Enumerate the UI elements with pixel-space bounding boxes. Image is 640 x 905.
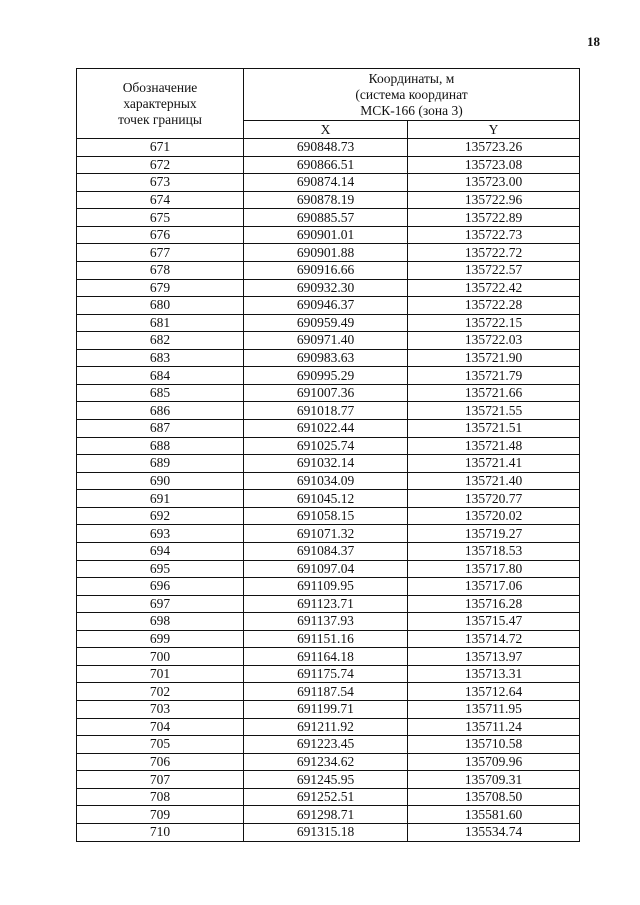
- cell-y: 135710.58: [408, 736, 580, 754]
- cell-point: 676: [77, 226, 244, 244]
- cell-point: 680: [77, 297, 244, 315]
- header-coordinates-label: Координаты, м (система координат МСК-166 (зона 3): [244, 69, 580, 121]
- cell-y: 135712.64: [408, 683, 580, 701]
- cell-x: 690995.29: [244, 367, 408, 385]
- header-y-label: Y: [408, 121, 580, 139]
- cell-x: 691199.71: [244, 701, 408, 719]
- cell-point: 706: [77, 753, 244, 771]
- table-row: [77, 613, 580, 631]
- cell-y: 135723.00: [408, 174, 580, 192]
- cell-point: 677: [77, 244, 244, 262]
- cell-y: 135721.48: [408, 437, 580, 455]
- table-header: [77, 69, 580, 139]
- cell-y: 135534.74: [408, 823, 580, 841]
- table-row: [77, 244, 580, 262]
- cell-y: 135714.72: [408, 630, 580, 648]
- cell-x: 691071.32: [244, 525, 408, 543]
- cell-y: 135721.66: [408, 384, 580, 402]
- cell-x: 690959.49: [244, 314, 408, 332]
- cell-point: 679: [77, 279, 244, 297]
- table-row: [77, 349, 580, 367]
- table-row: [77, 560, 580, 578]
- cell-point: 681: [77, 314, 244, 332]
- cell-point: 686: [77, 402, 244, 420]
- cell-x: 690901.88: [244, 244, 408, 262]
- cell-y: 135722.89: [408, 209, 580, 227]
- table-row: [77, 314, 580, 332]
- table-row: [77, 788, 580, 806]
- table-row: [77, 402, 580, 420]
- cell-x: 691109.95: [244, 578, 408, 596]
- cell-point: 672: [77, 156, 244, 174]
- cell-x: 691151.16: [244, 630, 408, 648]
- cell-x: 691245.95: [244, 771, 408, 789]
- cell-x: 691007.36: [244, 384, 408, 402]
- table-row: [77, 384, 580, 402]
- cell-y: 135722.03: [408, 332, 580, 350]
- cell-point: 709: [77, 806, 244, 824]
- cell-y: 135719.27: [408, 525, 580, 543]
- table-row: [77, 420, 580, 438]
- cell-x: 691187.54: [244, 683, 408, 701]
- cell-point: 710: [77, 823, 244, 841]
- table-row: [77, 683, 580, 701]
- cell-point: 685: [77, 384, 244, 402]
- table-row: [77, 332, 580, 350]
- cell-x: 690946.37: [244, 297, 408, 315]
- table-row: [77, 367, 580, 385]
- cell-x: 691223.45: [244, 736, 408, 754]
- table-row: [77, 156, 580, 174]
- cell-y: 135709.96: [408, 753, 580, 771]
- cell-x: 691175.74: [244, 665, 408, 683]
- cell-point: 705: [77, 736, 244, 754]
- cell-y: 135720.02: [408, 507, 580, 525]
- cell-y: 135717.06: [408, 578, 580, 596]
- cell-point: 689: [77, 455, 244, 473]
- cell-y: 135716.28: [408, 595, 580, 613]
- cell-y: 135722.73: [408, 226, 580, 244]
- cell-x: 691097.04: [244, 560, 408, 578]
- cell-y: 135717.80: [408, 560, 580, 578]
- cell-point: 696: [77, 578, 244, 596]
- cell-y: 135723.26: [408, 139, 580, 157]
- cell-y: 135722.72: [408, 244, 580, 262]
- cell-x: 691032.14: [244, 455, 408, 473]
- cell-point: 694: [77, 542, 244, 560]
- cell-x: 691034.09: [244, 472, 408, 490]
- cell-point: 698: [77, 613, 244, 631]
- table-row: [77, 771, 580, 789]
- cell-point: 699: [77, 630, 244, 648]
- table-row: [77, 525, 580, 543]
- cell-point: 707: [77, 771, 244, 789]
- header-x-label: X: [244, 121, 408, 139]
- cell-x: 690848.73: [244, 139, 408, 157]
- table-row: [77, 630, 580, 648]
- table-row: [77, 718, 580, 736]
- table-body: [77, 139, 580, 842]
- cell-x: 691045.12: [244, 490, 408, 508]
- cell-x: 690874.14: [244, 174, 408, 192]
- cell-y: 135711.95: [408, 701, 580, 719]
- cell-point: 697: [77, 595, 244, 613]
- cell-point: 692: [77, 507, 244, 525]
- cell-point: 693: [77, 525, 244, 543]
- cell-point: 674: [77, 191, 244, 209]
- table-row: [77, 736, 580, 754]
- cell-x: 691315.18: [244, 823, 408, 841]
- cell-point: 708: [77, 788, 244, 806]
- coordinates-table: [76, 68, 580, 842]
- cell-x: 690971.40: [244, 332, 408, 350]
- cell-x: 691022.44: [244, 420, 408, 438]
- cell-x: 691058.15: [244, 507, 408, 525]
- header-point-label: Обозначение характерных точек границы: [77, 69, 244, 139]
- table-row: [77, 753, 580, 771]
- table-row: [77, 542, 580, 560]
- cell-y: 135708.50: [408, 788, 580, 806]
- cell-x: 690901.01: [244, 226, 408, 244]
- page-number: 18: [587, 34, 600, 49]
- table-row: [77, 648, 580, 666]
- cell-y: 135721.40: [408, 472, 580, 490]
- cell-x: 690932.30: [244, 279, 408, 297]
- coordinates-table-container: [76, 68, 580, 842]
- table-row: [77, 595, 580, 613]
- table-row: [77, 665, 580, 683]
- cell-point: 678: [77, 261, 244, 279]
- cell-point: 704: [77, 718, 244, 736]
- table-row: [77, 437, 580, 455]
- cell-x: 690916.66: [244, 261, 408, 279]
- cell-point: 671: [77, 139, 244, 157]
- cell-x: 691211.92: [244, 718, 408, 736]
- cell-x: 691252.51: [244, 788, 408, 806]
- cell-x: 690866.51: [244, 156, 408, 174]
- cell-y: 135722.15: [408, 314, 580, 332]
- table-row: [77, 472, 580, 490]
- table-row: [77, 455, 580, 473]
- table-row: [77, 823, 580, 841]
- cell-point: 688: [77, 437, 244, 455]
- cell-y: 135713.31: [408, 665, 580, 683]
- cell-x: 690983.63: [244, 349, 408, 367]
- cell-point: 682: [77, 332, 244, 350]
- cell-y: 135721.90: [408, 349, 580, 367]
- cell-x: 690885.57: [244, 209, 408, 227]
- cell-y: 135713.97: [408, 648, 580, 666]
- cell-x: 691137.93: [244, 613, 408, 631]
- cell-y: 135722.96: [408, 191, 580, 209]
- cell-y: 135709.31: [408, 771, 580, 789]
- table-row: [77, 139, 580, 157]
- cell-x: 691298.71: [244, 806, 408, 824]
- table-row: [77, 297, 580, 315]
- cell-y: 135722.57: [408, 261, 580, 279]
- table-row: [77, 806, 580, 824]
- cell-point: 687: [77, 420, 244, 438]
- table-row: [77, 578, 580, 596]
- cell-x: 690878.19: [244, 191, 408, 209]
- table-row: [77, 174, 580, 192]
- table-row: [77, 279, 580, 297]
- cell-x: 691025.74: [244, 437, 408, 455]
- cell-point: 700: [77, 648, 244, 666]
- cell-point: 701: [77, 665, 244, 683]
- table-row: [77, 507, 580, 525]
- cell-y: 135720.77: [408, 490, 580, 508]
- cell-y: 135721.55: [408, 402, 580, 420]
- cell-y: 135718.53: [408, 542, 580, 560]
- cell-x: 691084.37: [244, 542, 408, 560]
- cell-x: 691234.62: [244, 753, 408, 771]
- cell-point: 691: [77, 490, 244, 508]
- cell-y: 135723.08: [408, 156, 580, 174]
- cell-point: 683: [77, 349, 244, 367]
- cell-point: 673: [77, 174, 244, 192]
- cell-point: 703: [77, 701, 244, 719]
- cell-point: 675: [77, 209, 244, 227]
- cell-x: 691123.71: [244, 595, 408, 613]
- cell-y: 135722.28: [408, 297, 580, 315]
- cell-y: 135715.47: [408, 613, 580, 631]
- cell-y: 135581.60: [408, 806, 580, 824]
- cell-y: 135721.79: [408, 367, 580, 385]
- cell-y: 135721.41: [408, 455, 580, 473]
- table-row: [77, 226, 580, 244]
- table-row: [77, 209, 580, 227]
- table-row: [77, 261, 580, 279]
- header-row-main: [77, 69, 580, 121]
- cell-y: 135721.51: [408, 420, 580, 438]
- table-row: [77, 490, 580, 508]
- cell-y: 135711.24: [408, 718, 580, 736]
- cell-x: 691018.77: [244, 402, 408, 420]
- table-row: [77, 191, 580, 209]
- cell-x: 691164.18: [244, 648, 408, 666]
- cell-point: 695: [77, 560, 244, 578]
- cell-point: 684: [77, 367, 244, 385]
- cell-point: 702: [77, 683, 244, 701]
- cell-y: 135722.42: [408, 279, 580, 297]
- cell-point: 690: [77, 472, 244, 490]
- table-row: [77, 701, 580, 719]
